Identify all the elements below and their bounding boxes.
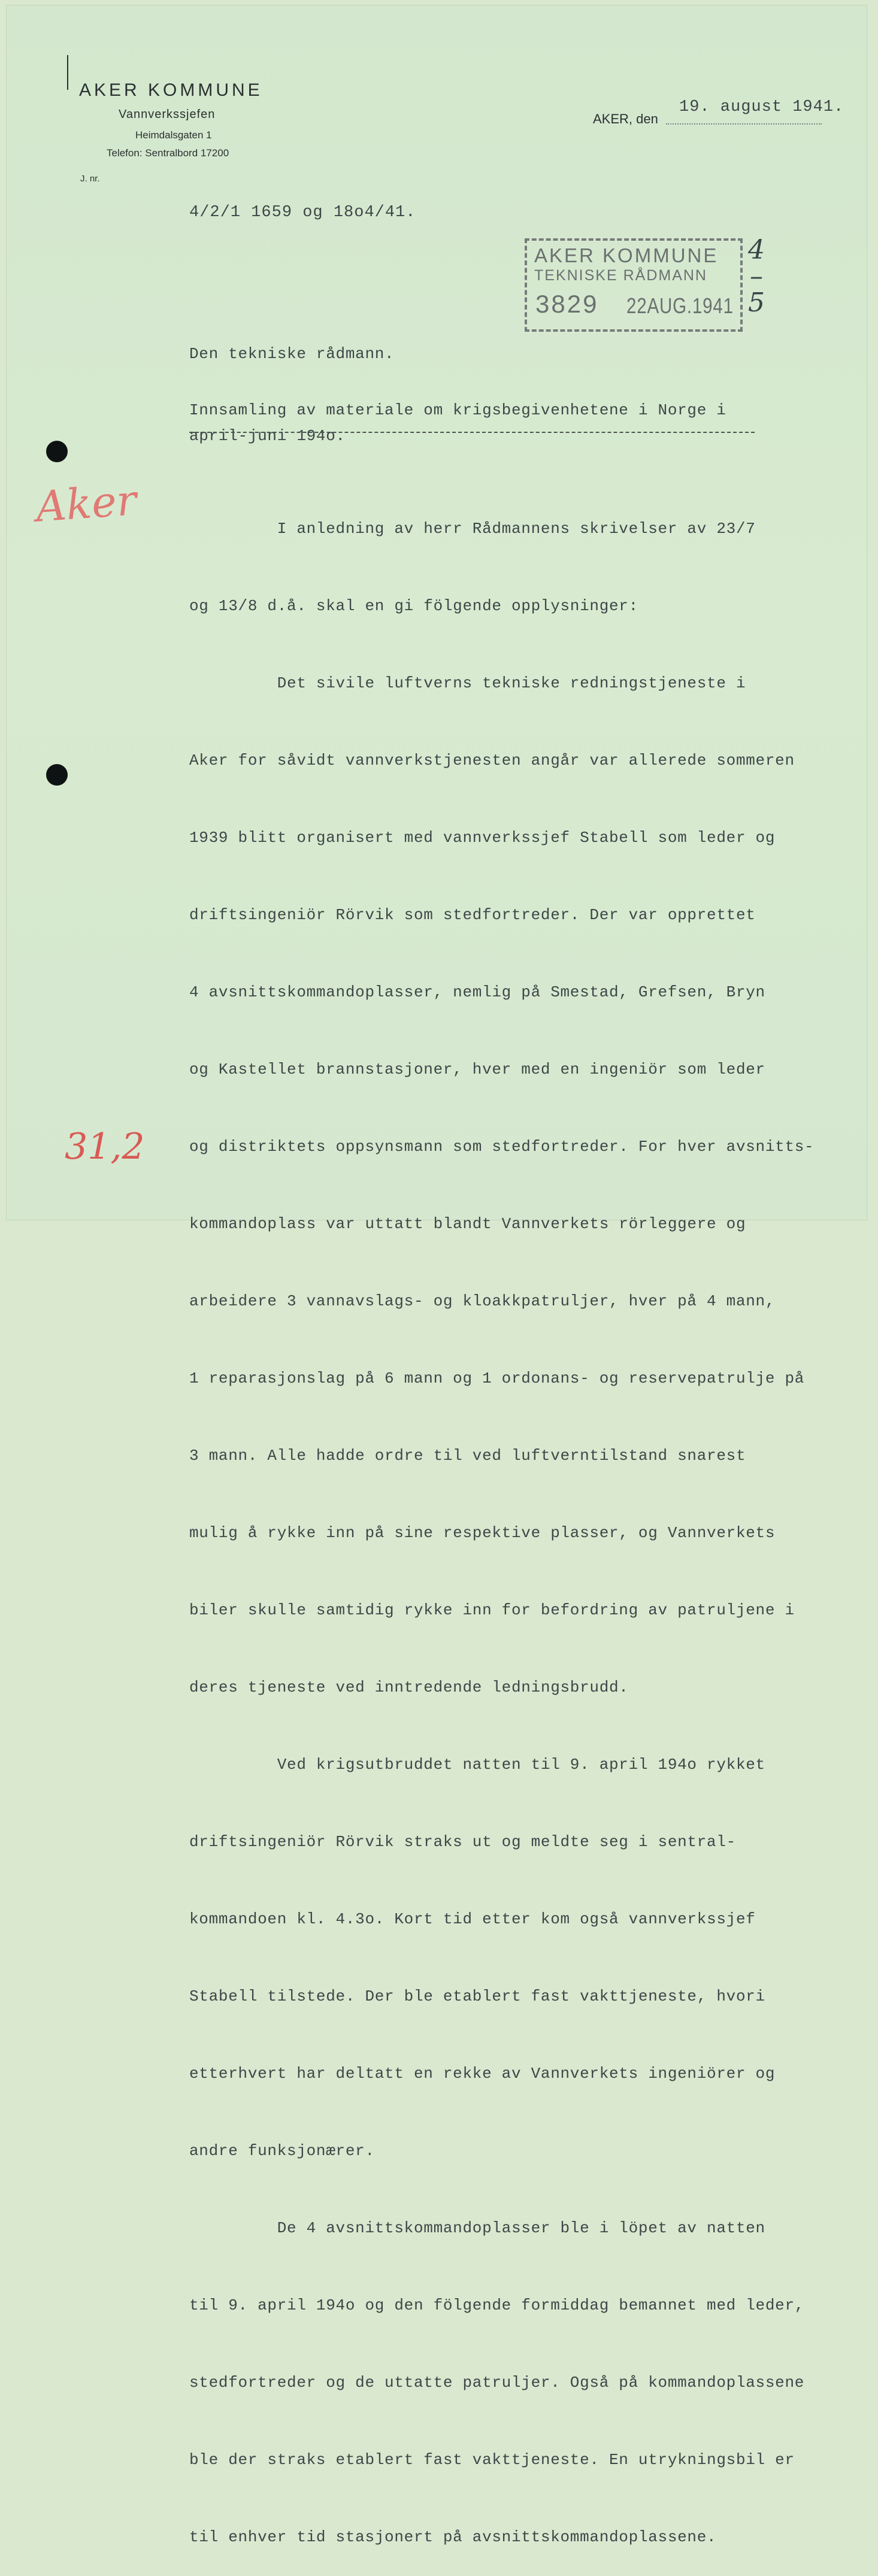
letterhead-dept: Vannverkssjefen — [119, 108, 216, 121]
body-line: Det sivile luftverns tekniske redningstjeneste i — [189, 674, 746, 692]
body-line: driftsingeniör Rörvik straks ut og meldte seg i sentral- — [189, 1833, 736, 1851]
body-line: stedfortreder og de uttatte patruljer. Også på kommandoplassene — [189, 2374, 805, 2392]
stamp-date: 22AUG.1941 — [626, 293, 734, 318]
body-line: 1 reparasjonslag på 6 mann og 1 ordonans- og reservepatrulje på — [189, 1369, 805, 1387]
letter-body — [189, 465, 814, 2576]
body-line: 3 mann. Alle hadde ordre til ved luftverntilstand snarest — [189, 1447, 746, 1465]
journal-number-label: J. nr. — [80, 174, 100, 184]
letterhead-org: AKER KOMMUNE — [79, 80, 263, 100]
handwritten-page-number: 31,2 — [65, 1126, 145, 1168]
body-line: kommandoen kl. 4.3o. Kort tid etter kom også vannverkssjef — [189, 1910, 756, 1928]
body-line: I anledning av herr Rådmannens skrivelser av 23/7 — [189, 520, 756, 538]
body-line: 4 avsnittskommandoplasser, nemlig på Smestad, Grefsen, Bryn — [189, 983, 765, 1001]
salutation: Den tekniske rådmann. — [189, 345, 395, 363]
punch-hole-top — [46, 441, 68, 462]
body-line: arbeidere 3 vannavslags- og kloakkpatruljer, hver på 4 mann, — [189, 1292, 776, 1310]
body-line: mulig å rykke inn på sine respektive plasser, og Vannverkets — [189, 1524, 776, 1542]
body-line: til 9. april 194o og den fölgende formiddag bemannet med leder, — [189, 2296, 805, 2314]
body-line: og 13/8 d.å. skal en gi fölgende opplysninger: — [189, 597, 638, 615]
reference-number: 4/2/1 1659 og 18o4/41. — [189, 204, 416, 222]
body-line: og distriktets oppsynsmann som stedfortreder. For hver avsnitts- — [189, 1138, 815, 1156]
body-line: og Kastellet brannstasjoner, hver med en ingeniör som leder — [189, 1060, 765, 1078]
handwritten-fraction: 4 – 5 — [748, 235, 765, 318]
letterhead-address: Heimdalsgaten 1 — [135, 129, 212, 141]
body-line: biler skulle samtidig rykke inn for befordring av patruljene i — [189, 1601, 795, 1619]
body-line: kommandoplass var uttatt blandt Vannverkets rörleggere og — [189, 1215, 746, 1233]
body-line: Ved krigsutbruddet natten til 9. april 194o rykket — [189, 1756, 765, 1774]
body-line: til enhver tid stasjonert på avsnittskommandoplassene. — [189, 2528, 717, 2546]
punch-hole-bottom — [46, 764, 68, 786]
body-line: deres tjeneste ved inntredende ledningsbrudd. — [189, 1678, 629, 1696]
date-value: 19. august 1941. — [679, 98, 844, 116]
body-line: Aker for såvidt vannverkstjenesten angår var allerede sommeren — [189, 751, 795, 769]
body-line: De 4 avsnittskommandoplasser ble i löpet av natten — [189, 2219, 765, 2237]
body-line: driftsingeniör Rörvik som stedfortreder. Der var opprettet — [189, 906, 756, 924]
date-label: AKER, den — [593, 111, 658, 126]
subject-underline — [189, 432, 755, 433]
body-line: andre funksjonærer. — [189, 2142, 375, 2160]
received-stamp — [525, 238, 743, 332]
body-line: Stabell tilstede. Der ble etablert fast vakttjeneste, hvori — [189, 1987, 765, 2005]
handwritten-margin-note: Aker — [34, 475, 138, 532]
body-line: etterhvert har deltatt en rekke av Vannverkets ingeniörer og — [189, 2065, 776, 2083]
date-dotted-line — [666, 123, 822, 125]
body-line: 1939 blitt organisert med vannverkssjef Stabell som leder og — [189, 829, 776, 847]
stamp-dept: TEKNISKE RÅDMANN — [534, 267, 707, 284]
letterhead-phone: Telefon: Sentralbord 17200 — [107, 147, 229, 159]
body-line: ble der straks etablert fast vakttjeneste. En utrykningsbil er — [189, 2451, 795, 2469]
stamp-org: AKER KOMMUNE — [534, 244, 719, 266]
stamp-number: 3829 — [535, 290, 599, 318]
margin-tick — [67, 55, 68, 90]
subject-heading: Innsamling av materiale om krigsbegivenhetene i Norge i april-juni 194o. — [189, 401, 726, 445]
